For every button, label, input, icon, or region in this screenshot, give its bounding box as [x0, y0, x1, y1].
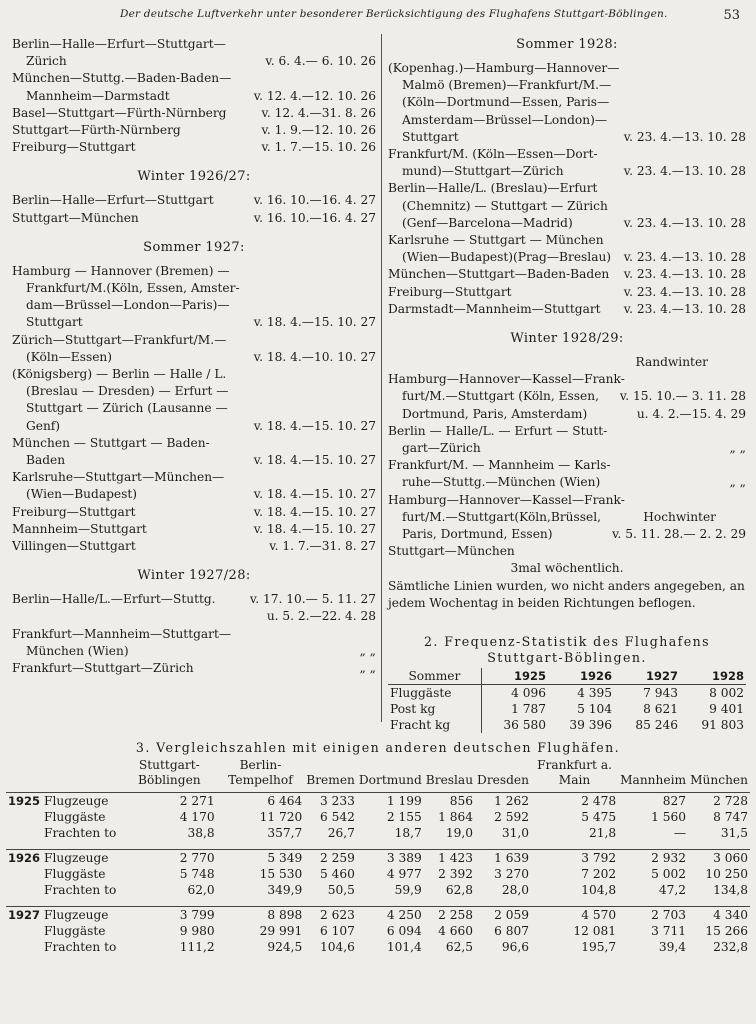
route-line: Stuttgart — Zürich (Lausanne —	[26, 401, 228, 416]
route-line: Dortmund, Paris, Amsterdam)	[402, 406, 588, 421]
route-line: Stuttgart—Fürth-Nürnberg	[12, 123, 181, 138]
route-entry	[12, 139, 376, 156]
route-period: v. 18. 4.—15. 10. 27	[251, 314, 376, 331]
season-heading: Sommer 1927:	[143, 239, 245, 255]
frequency-stats-header	[388, 668, 746, 685]
table-cell: 4 570	[531, 907, 618, 924]
comparison-column-header: München	[688, 758, 750, 793]
route-line: (Köln—Dortmund—Essen, Paris—	[402, 95, 610, 110]
route-line: Mannheim—Stuttgart	[12, 521, 147, 536]
route-entry	[12, 122, 376, 139]
table-cell: 4 096	[511, 686, 546, 701]
table-cell: 9 401	[709, 702, 744, 717]
route-entry	[388, 146, 746, 180]
table-row	[6, 882, 750, 898]
comparison-year	[6, 939, 42, 955]
table-cell: 31,0	[501, 826, 529, 840]
route-line: Hamburg—Hannover—Kassel—Frank-	[388, 372, 625, 387]
route-line: Baden	[26, 453, 66, 468]
comparison-year	[6, 882, 42, 898]
route-period: v. 16. 10.—16. 4. 27	[251, 192, 376, 209]
route-period: v. 18. 4.—15. 10. 27	[251, 486, 376, 503]
route-line: Genf)	[26, 418, 61, 433]
route-period: v. 17. 10.— 5. 11. 27	[247, 591, 376, 608]
separator-cell	[6, 898, 750, 907]
right-column-routes	[388, 36, 746, 612]
route-line: Frankfurt—Mannheim—Stuttgart—	[12, 626, 232, 641]
table-row	[388, 685, 746, 702]
frequency-year-header: 1927	[645, 669, 678, 684]
table-cell: 91 803	[701, 718, 744, 733]
route-line: Karlsruhe—Stuttgart—München—	[12, 470, 225, 485]
table-cell: 15 530	[259, 867, 303, 881]
season-heading: Winter 1926/27:	[137, 169, 251, 185]
table-cell: 924,5	[267, 940, 303, 954]
table-cell: 26,7	[327, 826, 355, 840]
route-line: furt/M.—Stuttgart (Köln, Essen,	[402, 389, 599, 404]
table-cell: 8 898	[217, 907, 305, 924]
table-cell: 28,0	[501, 883, 529, 897]
group-separator	[6, 898, 750, 907]
table-cell: 5 349	[217, 850, 305, 867]
route-entry	[12, 626, 376, 660]
row-label: Fluggäste	[44, 810, 106, 824]
route-line: (Chemnitz) — Stuttgart — Zürich	[402, 198, 608, 213]
route-period: v. 12. 4.—31. 8. 26	[258, 105, 376, 122]
table-cell: 5 748	[179, 867, 215, 881]
route-period: v. 23. 4.—13. 10. 28	[621, 249, 746, 266]
table-cell: 5 104	[577, 702, 612, 717]
route-line: Berlin—Halle/L. (Breslau)—Erfurt	[388, 181, 598, 196]
comparison-year	[6, 825, 42, 841]
table-cell: 195,7	[581, 940, 617, 954]
route-line: (Köln—Essen)	[26, 349, 113, 364]
route-line: Paris, Dortmund, Essen)	[402, 527, 553, 542]
table-cell: 3 792	[531, 850, 618, 867]
route-line: Mannheim—Darmstadt	[26, 88, 170, 103]
route-period: v. 18. 4.—15. 10. 27	[251, 452, 376, 469]
route-extra-label: Randwinter	[635, 355, 708, 370]
table-cell: 3 233	[320, 794, 355, 808]
table-cell: 62,5	[445, 940, 474, 954]
route-entry	[12, 591, 376, 625]
route-line: Frankfurt/M. (Köln—Essen—Dort-	[388, 147, 598, 162]
table-cell: 856	[449, 794, 474, 808]
route-entry	[12, 435, 376, 469]
table-cell: 29 991	[259, 924, 303, 938]
table-cell: 1 199	[386, 794, 422, 808]
route-line: (Wien—Budapest)(Prag—Breslau)	[402, 250, 612, 265]
route-line: gart—Zürich	[402, 441, 481, 456]
comparison-column-header: Berlin-Tempelhof	[217, 758, 305, 793]
comparison-year: 1927	[8, 908, 41, 922]
route-period: v. 23. 4.—13. 10. 28	[621, 129, 746, 146]
table-cell: 2 703	[618, 907, 688, 924]
route-line: (Wien—Budapest)	[26, 487, 138, 502]
table-cell: 39 396	[569, 718, 612, 733]
route-line: (Königsberg) — Berlin — Halle / L.	[12, 367, 227, 382]
table-cell: 6 107	[320, 924, 355, 938]
table-cell: 3 270	[494, 867, 529, 881]
table-cell: 134,8	[713, 883, 748, 897]
route-line: Darmstadt—Mannheim—Stuttgart	[388, 301, 601, 316]
route-line: Berlin—Halle/L.—Erfurt—Stuttg.	[12, 592, 216, 607]
comparison-title: 3. Vergleichszahlen mit einigen anderen deutschen Flughäfen.	[135, 740, 621, 755]
table-cell: 62,8	[445, 883, 474, 897]
comparison-year	[6, 866, 42, 882]
route-period: v. 23. 4.—13. 10. 28	[621, 215, 746, 232]
route-extra-period: v. 15. 10.— 3. 11. 28	[619, 389, 746, 404]
table-row	[6, 825, 750, 841]
route-period: v. 1. 7.—31. 8. 27	[266, 538, 376, 555]
table-cell: 3 060	[688, 850, 750, 867]
row-label: Fluggäste	[44, 924, 106, 938]
route-line: Berlin — Halle/L. — Erfurt — Stutt-	[388, 423, 608, 438]
comparison-column-header: Breslau	[424, 758, 475, 793]
row-label: Fracht kg	[388, 717, 481, 733]
running-title: Der deutsche Luftverkehr unter besonderer Berücksichtigung des Flughafens Stuttgart-Böblingen.	[120, 8, 668, 20]
table-cell: 8 621	[643, 702, 678, 717]
table-cell: 104,6	[320, 940, 355, 954]
table-row	[6, 866, 750, 882]
route-line: Stuttgart—München	[388, 544, 515, 559]
route-entry	[388, 492, 746, 544]
route-line: Hamburg—Hannover—Kassel—Frank-	[388, 492, 625, 507]
route-entry	[388, 232, 746, 266]
route-entry	[12, 70, 376, 104]
table-cell: 3 711	[651, 924, 687, 938]
table-cell: 10 250	[705, 867, 748, 881]
season-heading: Winter 1927/28:	[137, 568, 251, 584]
table-cell: 96,6	[501, 940, 529, 954]
route-period: v. 1. 9.—12. 10. 26	[258, 122, 376, 139]
route-entry	[388, 543, 746, 560]
table-cell: 6 807	[494, 924, 529, 938]
comparison-header-year	[6, 758, 42, 793]
route-note: 3mal wöchentlich.	[510, 561, 624, 576]
table-cell: 2 932	[618, 850, 688, 867]
row-label: Fluggäste	[388, 685, 481, 702]
table-cell: 4 395	[577, 686, 612, 701]
page-number: 53	[723, 8, 740, 23]
table-cell: 7 202	[581, 867, 617, 881]
route-line: Amsterdam—Brüssel—London)—	[402, 112, 608, 127]
route-line: Berlin—Halle—Erfurt—Stuttgart—	[12, 37, 226, 51]
route-entry	[12, 366, 376, 435]
table-cell: 47,2	[658, 883, 687, 897]
table-row	[6, 923, 750, 939]
route-entry	[12, 538, 376, 555]
table-cell: 1 864	[438, 810, 474, 824]
row-label: Frachten to	[44, 883, 117, 897]
row-label: Post kg	[388, 701, 481, 717]
table-cell: 6 464	[267, 794, 303, 808]
route-entry	[388, 457, 746, 491]
comparison-column-header: Dresden	[475, 758, 531, 793]
table-cell: 349,9	[267, 883, 303, 897]
comparison-body	[6, 793, 750, 956]
table-cell: 39,4	[658, 940, 687, 954]
comparison-column-header: Bremen	[304, 758, 357, 793]
route-entry	[388, 60, 746, 146]
route-line: Karlsruhe — Stuttgart — München	[388, 233, 604, 248]
table-cell: 2 592	[494, 810, 529, 824]
table-cell: 2 259	[304, 850, 357, 867]
table-cell: 2 770	[122, 850, 217, 867]
route-entry	[12, 192, 376, 209]
route-entry	[12, 469, 376, 503]
table-cell: 62,0	[187, 883, 215, 897]
table-cell: 104,8	[581, 883, 617, 897]
table-row	[6, 939, 750, 955]
route-period: v. 16. 10.—16. 4. 27	[251, 210, 376, 227]
route-line: Freiburg—Stuttgart	[12, 504, 136, 519]
route-entry	[12, 332, 376, 366]
route-entry	[388, 284, 746, 301]
season-heading: Sommer 1928:	[516, 37, 618, 52]
table-cell: 5 475	[581, 810, 617, 824]
route-period: u. 4. 2.—15. 4. 29	[634, 406, 746, 423]
route-extra: Hochwinter	[643, 509, 716, 524]
route-line: ruhe—Stuttg.—München (Wien)	[402, 475, 601, 490]
row-label: Flugzeuge	[42, 850, 122, 867]
route-line: Frankfurt—Stuttgart—Zürich	[12, 661, 194, 676]
comparison-year: 1925	[8, 794, 41, 808]
table-cell: 8 747	[713, 810, 748, 824]
route-period: v. 23. 4.—13. 10. 28	[621, 266, 746, 283]
table-cell: 19,0	[445, 826, 474, 840]
table-cell: 357,7	[267, 826, 303, 840]
route-period: v. 23. 4.—13. 10. 28	[621, 163, 746, 180]
comparison-table	[6, 758, 750, 955]
table-cell: 1 423	[424, 850, 475, 867]
route-entry	[388, 266, 746, 283]
table-cell: 111,2	[179, 940, 215, 954]
group-separator	[6, 841, 750, 850]
row-label: Flugzeuge	[42, 907, 122, 924]
route-line: München—Stuttg.—Baden-Baden—	[12, 71, 232, 86]
season-heading: Winter 1928/29:	[510, 331, 624, 347]
route-period: „ „	[356, 660, 376, 677]
table-cell: 31,5	[720, 826, 748, 840]
route-extra: u. 5. 2.—22. 4. 28	[266, 609, 376, 624]
table-row	[388, 717, 746, 733]
table-cell: 6 094	[386, 924, 422, 938]
route-period: v. 18. 4.—15. 10. 27	[251, 418, 376, 435]
route-line: Berlin—Halle—Erfurt—Stuttgart	[12, 193, 214, 208]
route-line: Malmö (Bremen)—Frankfurt/M.—	[402, 78, 612, 93]
table-cell: 9 980	[179, 924, 215, 938]
table-cell: 101,4	[386, 940, 422, 954]
table-cell: 4 170	[179, 810, 215, 824]
table-cell: 2 728	[713, 794, 748, 808]
route-period: v. 12. 4.—12. 10. 26	[251, 88, 376, 105]
route-line: Villingen—Stuttgart	[12, 539, 136, 554]
table-cell: 2 271	[179, 794, 215, 808]
row-label: Frachten to	[44, 940, 117, 954]
frequency-year-header: 1925	[513, 669, 546, 684]
table-cell: 1 639	[475, 850, 531, 867]
route-period: v. 18. 4.—15. 10. 27	[251, 504, 376, 521]
route-line: Frankfurt/M.(Köln, Essen, Amster-	[26, 281, 240, 296]
comparison-year: 1926	[8, 851, 41, 865]
table-cell: 38,8	[187, 826, 215, 840]
route-line: Frankfurt/M. — Mannheim — Karls-	[388, 458, 611, 473]
route-line: München — Stuttgart — Baden-	[12, 435, 210, 450]
frequency-stats-table	[388, 668, 746, 733]
comparison-year	[6, 809, 42, 825]
route-period: v. 6. 4.— 6. 10. 26	[262, 53, 376, 70]
table-cell: 50,5	[327, 883, 355, 897]
route-period: v. 18. 4.—15. 10. 27	[251, 521, 376, 538]
route-line: München—Stuttgart—Baden-Baden	[388, 267, 610, 282]
column-divider	[381, 34, 382, 722]
route-line: München (Wien)	[26, 643, 129, 658]
table-cell: 827	[662, 794, 687, 808]
frequency-corner-label: Sommer	[388, 668, 481, 685]
table-cell: 3 799	[122, 907, 217, 924]
route-period: „ „	[356, 643, 376, 660]
left-column-routes	[12, 36, 376, 677]
row-label: Fluggäste	[44, 867, 106, 881]
table-cell: 8 002	[709, 686, 744, 701]
route-line: mund)—Stuttgart—Zürich	[402, 164, 564, 179]
table-cell: 85 246	[635, 718, 678, 733]
route-entry	[388, 423, 746, 457]
table-cell: —	[673, 826, 687, 840]
route-line: Stuttgart	[402, 129, 459, 144]
comparison-column-header: Stuttgart-Böblingen	[122, 758, 217, 793]
route-period: v. 23. 4.—13. 10. 28	[621, 301, 746, 318]
route-entry	[388, 180, 746, 232]
table-cell: 2 623	[304, 907, 357, 924]
route-entry	[388, 354, 746, 423]
table-cell: 5 460	[320, 867, 355, 881]
route-entry	[12, 660, 376, 677]
route-period: v. 1. 7.—15. 10. 26	[258, 139, 376, 156]
table-cell: 15 266	[705, 924, 748, 938]
table-cell: 2 155	[386, 810, 422, 824]
right-column	[388, 36, 746, 733]
route-line: Freiburg—Stuttgart	[12, 140, 136, 155]
table-cell: 232,8	[713, 940, 748, 954]
comparison-column-header: Dortmund	[357, 758, 424, 793]
route-note: Sämtliche Linien wurden, wo nicht anders angegeben, an jedem Wochentag in beiden Richtungen beflogen.	[388, 578, 745, 610]
table-row	[388, 701, 746, 717]
table-cell: 2 478	[581, 794, 617, 808]
table-cell: 36 580	[503, 718, 546, 733]
route-period: „ „	[726, 440, 746, 457]
table-cell: 1 560	[651, 810, 687, 824]
table-cell: 11 720	[259, 810, 303, 824]
table-cell: 12 081	[573, 924, 617, 938]
route-line: Zürich—Stuttgart—Frankfurt/M.—	[12, 332, 227, 347]
table-row	[6, 850, 750, 867]
comparison-header	[6, 758, 750, 793]
table-cell: 4 340	[688, 907, 750, 924]
table-cell: 1 787	[511, 702, 546, 717]
route-line: (Breslau — Dresden) — Erfurt —	[26, 384, 229, 399]
route-entry	[388, 301, 746, 318]
table-cell: 5 002	[651, 867, 687, 881]
page-header	[0, 8, 756, 26]
table-cell: 4 660	[438, 924, 474, 938]
route-line: Hamburg — Hannover (Bremen) —	[12, 263, 230, 278]
route-entry	[12, 105, 376, 122]
separator-cell	[6, 841, 750, 850]
route-line: (Kopenhag.)—Hamburg—Hannover—	[388, 61, 620, 75]
table-cell: 59,9	[394, 883, 422, 897]
route-line: Stuttgart—München	[12, 210, 139, 225]
route-line: Zürich	[26, 54, 67, 69]
table-row	[6, 907, 750, 924]
table-cell: 18,7	[394, 826, 422, 840]
route-line: furt/M.—Stuttgart(Köln,Brüssel,	[402, 509, 602, 524]
route-line: dam—Brüssel—London—Paris)—	[26, 298, 230, 313]
route-entry	[12, 521, 376, 538]
table-cell: 7 943	[643, 686, 678, 701]
table-cell: 6 542	[320, 810, 355, 824]
frequency-stats-body	[388, 685, 746, 734]
table-cell: 2 059	[475, 907, 531, 924]
table-cell: 2 258	[424, 907, 475, 924]
frequency-year-header: 1928	[711, 669, 744, 684]
row-label: Flugzeuge	[44, 794, 109, 808]
table-cell: 21,8	[588, 826, 617, 840]
route-entry	[12, 36, 376, 70]
route-entry	[12, 210, 376, 227]
table-cell: 1 262	[494, 794, 529, 808]
frequency-stats-title: 2. Frequenz-Statistik des Flughafens Stuttgart-Böblingen.	[424, 634, 710, 666]
comparison-year	[6, 923, 42, 939]
route-line: Stuttgart	[26, 315, 83, 330]
table-cell: 2 392	[438, 867, 474, 881]
table-cell: 4 250	[357, 907, 424, 924]
table-row	[6, 793, 750, 810]
route-entry	[12, 504, 376, 521]
route-line: (Genf—Barcelona—Madrid)	[402, 215, 573, 230]
comparison-column-header: Mannheim	[618, 758, 688, 793]
route-period: v. 23. 4.—13. 10. 28	[621, 284, 746, 301]
route-entry	[12, 263, 376, 332]
route-period: v. 5. 11. 28.— 2. 2. 29	[609, 526, 746, 543]
frequency-year-header: 1926	[579, 669, 612, 684]
table-cell: 4 977	[386, 867, 422, 881]
table-row	[6, 809, 750, 825]
table-cell: 3 389	[357, 850, 424, 867]
comparison-header-label	[42, 758, 122, 793]
route-period: v. 18. 4.—10. 10. 27	[251, 349, 376, 366]
route-line: Basel—Stuttgart—Fürth-Nürnberg	[12, 105, 227, 120]
comparison-column-header: Frankfurt a. Main	[531, 758, 618, 793]
row-label: Frachten to	[44, 826, 117, 840]
route-period: „ „	[726, 474, 746, 491]
route-line: Freiburg—Stuttgart	[388, 284, 512, 299]
